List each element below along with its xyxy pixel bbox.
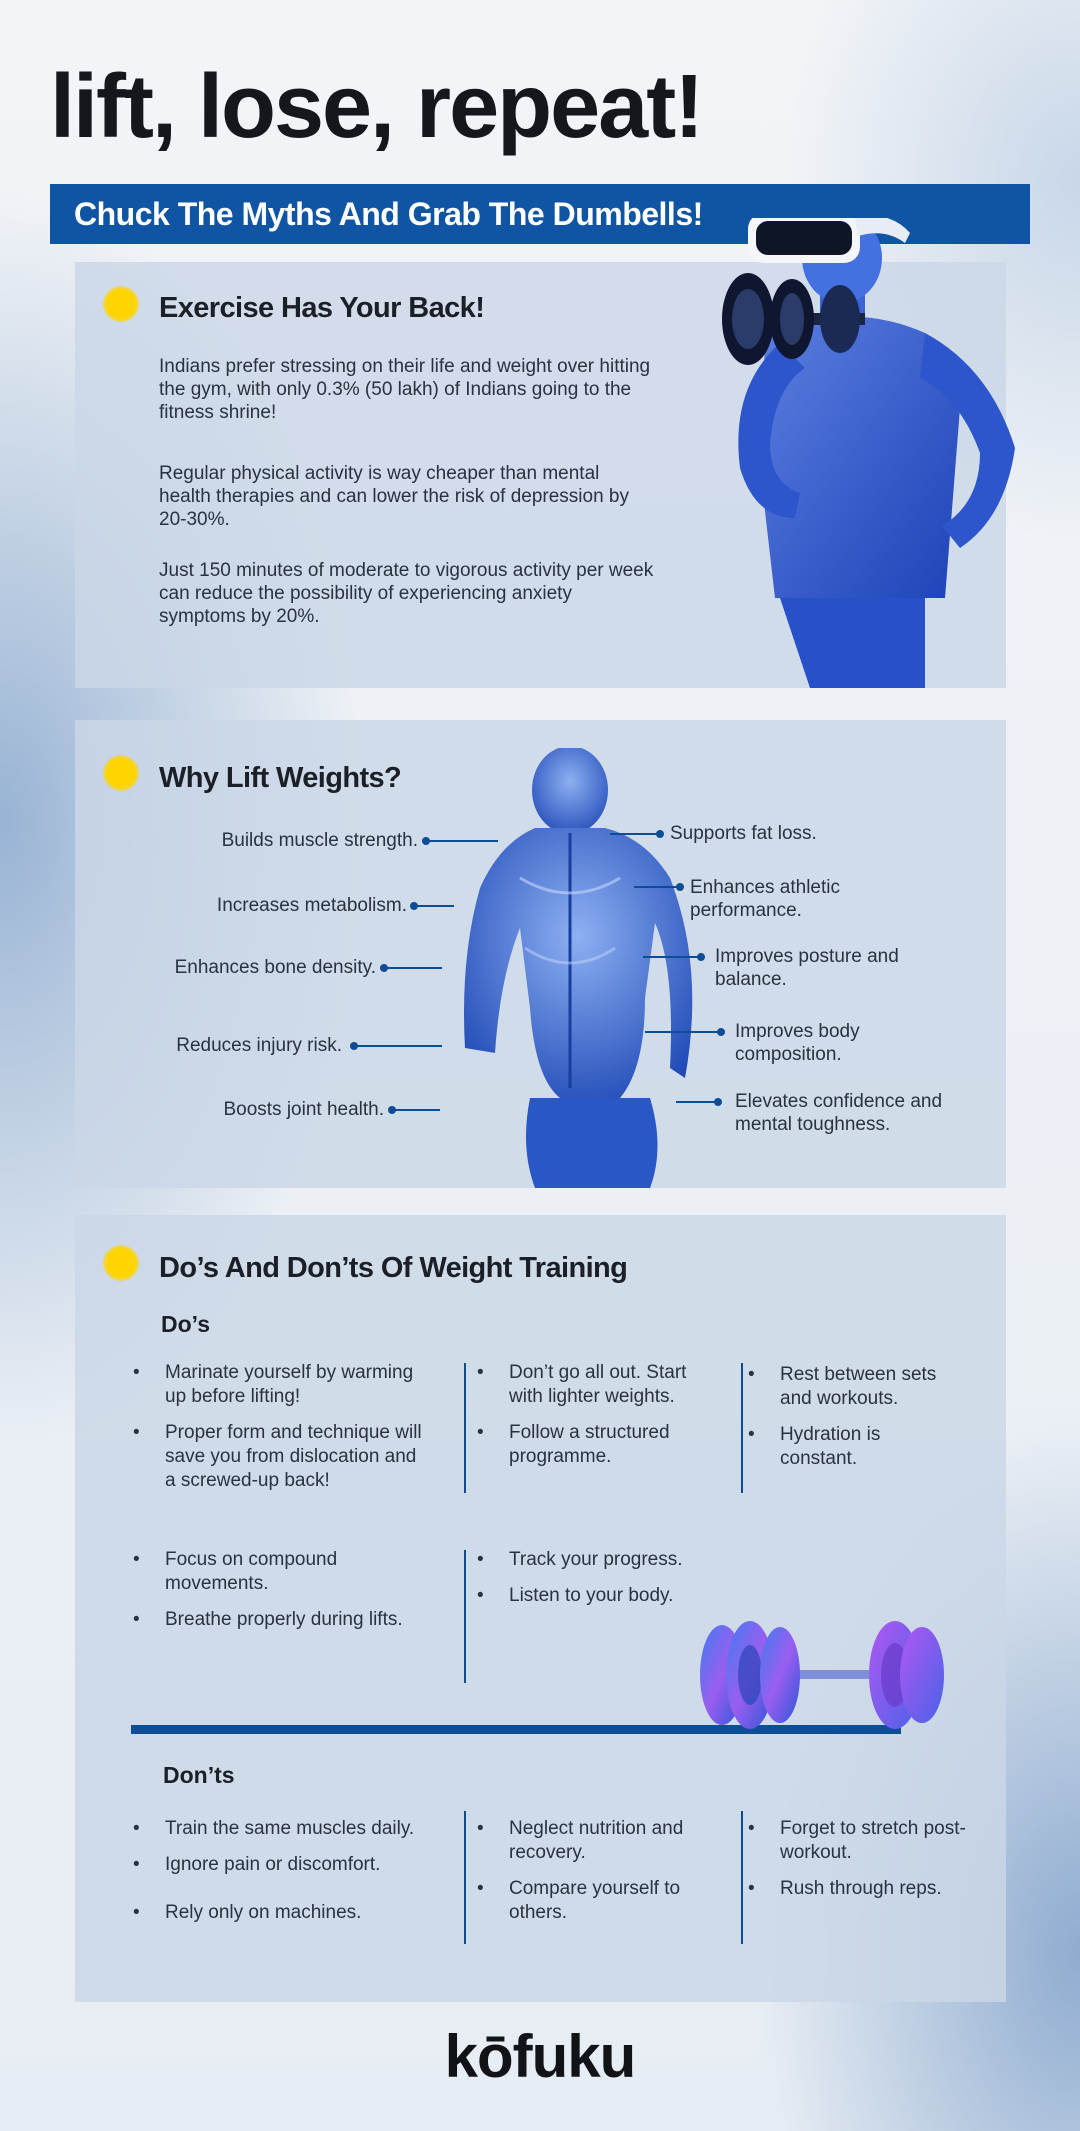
column-divider (741, 1363, 743, 1493)
column-divider (464, 1363, 466, 1493)
benefit-label: Increases metabolism. (216, 895, 407, 916)
list-item: • Ignore pain or discomfort. (133, 1853, 433, 1877)
column-divider (464, 1811, 466, 1944)
list-item: • Proper form and technique will save you from dislocation and a screwed-up back! (133, 1421, 423, 1493)
dos-column-1b (133, 1548, 423, 1644)
list-item: • Don’t go all out. Start with lighter weights. (477, 1361, 697, 1409)
dos-heading: Do’s (161, 1311, 210, 1337)
callout-line (645, 1031, 719, 1033)
sun-bullet-icon (103, 755, 139, 791)
section-title-exercise: Exercise Has Your Back! (159, 292, 485, 324)
column-divider (464, 1550, 466, 1683)
sun-bullet-icon (103, 1245, 139, 1281)
list-item: • Follow a structured programme. (477, 1421, 697, 1469)
callout-line (610, 833, 658, 835)
banner-text: Chuck The Myths And Grab The Dumbells! (74, 196, 703, 232)
benefit-label: Enhances athletic performance. (690, 877, 840, 921)
dumbbell-illustration (700, 1615, 950, 1735)
callout-dot (697, 953, 705, 961)
page-title: lift, lose, repeat! (50, 57, 703, 157)
list-item: • Breathe properly during lifts. (133, 1608, 423, 1632)
benefit-label: Boosts joint health. (223, 1099, 384, 1120)
dos-column-3 (748, 1363, 948, 1483)
column-divider (741, 1811, 743, 1944)
donts-column-1 (133, 1817, 433, 1937)
list-item: • Neglect nutrition and recovery. (477, 1817, 697, 1865)
brand-logo: kōfuku (444, 2023, 636, 2090)
callout-line (428, 840, 498, 842)
list-item: • Hydration is constant. (748, 1423, 948, 1471)
callout-dot (676, 883, 684, 891)
benefit-label: Enhances bone density. (174, 957, 376, 978)
list-item: • Track your progress. (477, 1548, 697, 1572)
list-item: • Focus on compound movements. (133, 1548, 423, 1596)
list-item: • Rush through reps. (748, 1877, 968, 1901)
callout-dot (656, 830, 664, 838)
donts-column-3 (748, 1817, 968, 1913)
sun-bullet-icon (103, 286, 139, 322)
muscle-anatomy-illustration (440, 748, 700, 1188)
list-item: • Rest between sets and workouts. (748, 1363, 948, 1411)
paragraph-2: Regular physical activity is way cheaper than mental health therapies and can lower the risk of depression by 20-30%. (159, 463, 629, 530)
callout-dot (717, 1028, 725, 1036)
list-item: • Rely only on machines. (133, 1901, 433, 1925)
benefit-label: Builds muscle strength. (221, 830, 418, 851)
callout-line (394, 1109, 440, 1111)
list-item: • Marinate yourself by warming up before lifting! (133, 1361, 423, 1409)
callout-line (634, 886, 678, 888)
benefit-label: Improves body composition. (735, 1021, 860, 1065)
benefit-label: Improves posture and balance. (715, 946, 899, 990)
callout-dot (714, 1098, 722, 1106)
callout-line (356, 1045, 442, 1047)
dos-column-1 (133, 1361, 423, 1505)
list-item: • Compare yourself to others. (477, 1877, 697, 1925)
list-item: • Train the same muscles daily. (133, 1817, 433, 1841)
callout-line (676, 1101, 716, 1103)
dos-column-2 (477, 1361, 697, 1481)
donts-heading: Don’ts (163, 1762, 235, 1788)
dos-column-2b (477, 1548, 697, 1620)
benefit-label: Reduces injury risk. (176, 1035, 342, 1056)
list-item: • Listen to your body. (477, 1584, 697, 1608)
callout-line (643, 956, 701, 958)
list-item: • Forget to stretch post-workout. (748, 1817, 968, 1865)
paragraph-1: Indians prefer stressing on their life and weight over hitting the gym, with only 0.3% (50 lakh) of Indians going to the fitness shrine! (159, 356, 651, 423)
man-with-dumbbell-illustration (660, 218, 1040, 688)
callout-line (416, 905, 454, 907)
callout-line (386, 967, 442, 969)
section-title-why-lift: Why Lift Weights? (159, 762, 402, 794)
section-title-dos-donts: Do’s And Don’ts Of Weight Training (159, 1252, 628, 1284)
dos-donts-panel (75, 1215, 1006, 2002)
donts-column-2 (477, 1817, 697, 1937)
benefit-label: Elevates confidence and mental toughness. (735, 1091, 943, 1135)
paragraph-3: Just 150 minutes of moderate to vigorous activity per week can reduce the possibility of experiencing anxiety symptoms by 20%. (159, 560, 654, 627)
benefit-label: Supports fat loss. (670, 823, 817, 844)
